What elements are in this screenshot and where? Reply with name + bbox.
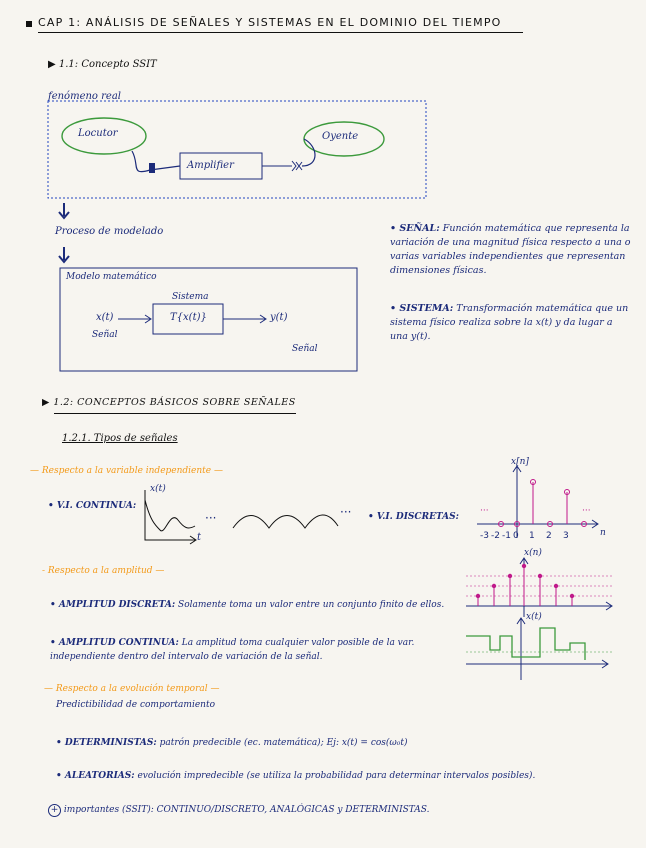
xt-small-label: x(t) [526, 612, 542, 622]
tick-label: 2 [546, 531, 552, 541]
heading-arrow-icon: ▶ [48, 59, 59, 70]
amp-header: - Respecto a la amplitud — [42, 566, 165, 576]
xt-axis-label: x(t) [150, 484, 166, 494]
tick-label: -1 [502, 531, 511, 541]
amp-h-axis [466, 602, 612, 610]
sistema-label: Sistema [172, 292, 209, 302]
senal-in-label: Señal [92, 330, 118, 340]
tick-label: 0 [513, 531, 519, 541]
deterministas: • DETERMINISTAS: patrón predecible (ec. matemática); Ej: x(t) = cos(ω₀t) [56, 738, 408, 748]
yt-label: y(t) [270, 312, 288, 323]
bullet-icon: • [50, 600, 59, 610]
plus-circle-icon: + [48, 804, 61, 817]
amp-stems [476, 564, 574, 606]
sine-wave [233, 515, 338, 528]
amp-stem-marker [522, 564, 526, 568]
amp-stem-marker [554, 584, 558, 588]
ellipsis-left: ··· [205, 511, 217, 525]
bullet-icon: • [56, 771, 65, 781]
section-1-1-heading: ▶ 1.1: Concepto SSIT [48, 59, 157, 70]
cont-h-axis [466, 660, 608, 668]
bullet-icon: • [56, 738, 65, 748]
modelo-label: Modelo matemático [66, 272, 157, 282]
cont-v-axis [517, 618, 525, 680]
locutor-label: Locutor [78, 128, 118, 139]
amp-discreta: • AMPLITUD DISCRETA: Solamente toma un valor entre un conjunto finito de ellos. [50, 600, 445, 610]
bullet-icon: • [390, 223, 400, 234]
amp-levels [466, 576, 612, 596]
n-axis-label: n [600, 528, 606, 538]
quantized-signal [466, 628, 585, 660]
temp-header: — Respecto a la evolución temporal — [44, 684, 220, 694]
amp-stem-marker [492, 584, 496, 588]
dots-right: ··· [582, 506, 591, 516]
heading-arrow-icon: ▶ [42, 397, 54, 408]
continuous-signal [145, 500, 195, 531]
vi-discretas: • V.I. DISCRETAS: [368, 512, 459, 522]
page-title: CAP 1: ANÁLISIS DE SEÑALES Y SISTEMAS EN EL DOMINIO DEL TIEMPO [38, 16, 502, 29]
bullet-icon: • [48, 501, 57, 511]
senal-out-label: Señal [292, 344, 318, 354]
discrete-v-axis [513, 466, 521, 538]
xt-label: x(t) [96, 312, 114, 323]
subsection-heading: 1.2.1. Tipos de señales [62, 433, 178, 444]
discrete-stems [499, 480, 587, 527]
amp-stem-marker [538, 574, 542, 578]
tick-label: 3 [563, 531, 569, 541]
amp-stem-marker [508, 574, 512, 578]
def-senal: • SEÑAL: Función matemática que representa la variación de una magnitud física respecto a una o varias variables independientes que representan dimensiones físicas. [390, 223, 631, 276]
section-1-2-heading: ▶ 1.2: CONCEPTOS BÁSICOS SOBRE SEÑALES [42, 397, 296, 408]
fenomeno-label: fenómeno real [48, 91, 121, 102]
xn-small-label: x(n) [524, 548, 542, 558]
tick-label: 1 [529, 531, 535, 541]
proceso-label: Proceso de modelado [55, 226, 164, 237]
bullet-icon: • [50, 638, 59, 648]
tick-label: -3 [480, 531, 489, 541]
amp-stem-marker [476, 594, 480, 598]
def-sistema: • SISTEMA: Transformación matemática que un sistema físico realiza sobre la x(t) y da lugar a una y(t). [390, 303, 629, 342]
predictibilidad-label: Predictibilidad de comportamiento [56, 700, 215, 710]
bullet-icon: • [390, 303, 400, 314]
ellipsis-right: ··· [340, 505, 352, 519]
bullet-icon: • [368, 512, 377, 522]
xn-axis-label: x[n] [511, 457, 529, 467]
var-header: — Respecto a la variable independiente — [30, 466, 223, 476]
dots-left: ··· [480, 506, 489, 516]
vi-continua: • V.I. CONTINUA: [48, 501, 137, 511]
t-axis-label: t [197, 532, 202, 543]
tick-label: -2 [491, 531, 500, 541]
importantes: + importantes (SSIT): CONTINUO/DISCRETO, ANALÓGICAS y DETERMINISTAS. [48, 804, 430, 817]
operator-label: T{x(t)} [170, 312, 207, 323]
amp-stem-marker [570, 594, 574, 598]
aleatorias: • ALEATORIAS: evolución impredecible (se utiliza la probabilidad para determinar intervalos posibles). [56, 771, 536, 781]
amp-continua: • AMPLITUD CONTINUA: La amplitud toma cualquier valor posible de la var. independiente dentro del intervalo de variación de la señal. [50, 638, 415, 662]
continuous-axes [145, 490, 196, 544]
oyente-label: Oyente [322, 131, 359, 142]
discrete-h-axis [477, 520, 598, 528]
amplifier-label: Amplifier [187, 160, 234, 171]
